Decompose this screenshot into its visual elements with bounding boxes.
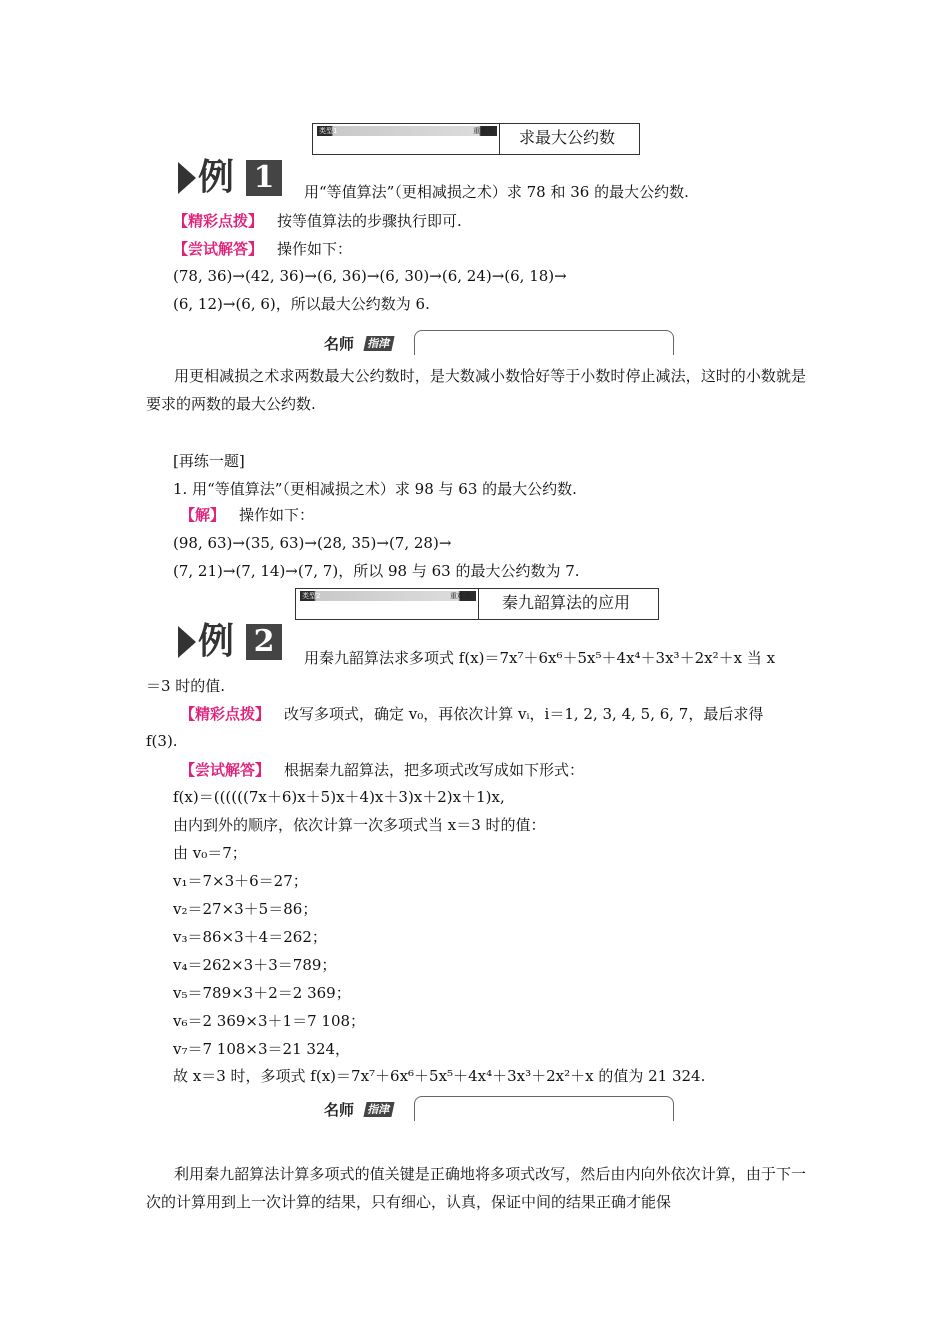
type1-label2: 重难点 (473, 127, 494, 135)
example2-hint (180, 704, 763, 724)
step-line: v₅＝789×3＋2＝2 369； (173, 984, 351, 1002)
hint-text: 按等值算法的步骤执行即可. (277, 212, 462, 230)
step-line: 由 v₀＝7； (173, 844, 247, 862)
teacher-guide-header (318, 1098, 678, 1128)
answer-text: 操作如下： (277, 240, 353, 258)
answer-text: 根据秦九韶算法，把多项式改写成如下形式： (284, 761, 585, 779)
step-line: v₂＝27×3＋5＝86； (173, 900, 318, 918)
example-number: 2 (246, 624, 282, 660)
solution-text: 操作如下： (239, 506, 315, 524)
badge-arrow-icon (178, 162, 196, 194)
step-line: v₁＝7×3＋6＝27； (173, 872, 308, 890)
type1-label: 类型1 (319, 127, 338, 135)
step-line: v₇＝7 108×3＝21 324， (173, 1040, 351, 1058)
teacher-guide-text: 名师 (324, 335, 355, 353)
practice-question: 1. 用“等值算法”（更相减损之术）求 98 与 63 的最大公约数. (173, 480, 577, 498)
teacher-guide-header (318, 332, 678, 362)
example1-question: 用“等值算法”（更相减损之术）求 78 和 36 的最大公约数. (304, 183, 689, 201)
type2-label2: 重难点 (450, 592, 471, 600)
practice-title: [再练一题] (173, 452, 245, 470)
type2-divider (478, 589, 479, 619)
example-char: 例 (198, 157, 235, 198)
step-line: 由内到外的顺序，依次计算一次多项式当 x＝3 时的值： (173, 816, 546, 834)
practice-solution (180, 505, 314, 525)
teacher-guide-text: 名师 (324, 1101, 355, 1119)
example1-answer (173, 239, 352, 259)
example1-hint (173, 211, 462, 231)
example1-line2: (6, 12)→(6, 6)，所以最大公约数为 6. (173, 295, 430, 313)
step-line: 故 x＝3 时，多项式 f(x)＝7x⁷＋6x⁶＋5x⁵＋4x⁴＋3x³＋2x²＋x 的值为 21 324. (173, 1067, 706, 1085)
step-line: v₆＝2 369×3＋1＝7 108； (173, 1012, 366, 1030)
hint-tag: 【精彩点拨】 (180, 705, 271, 723)
type1-divider (499, 124, 500, 154)
practice-line2: (7, 21)→(7, 14)→(7, 7)，所以 98 与 63 的最大公约数为 7. (173, 562, 580, 580)
example-number: 1 (246, 160, 282, 196)
type1-title: 求最大公约数 (519, 128, 616, 147)
type2-label: 类型2 (302, 592, 321, 600)
type2-header (295, 588, 659, 620)
example-char: 例 (198, 621, 235, 662)
solution-tag: 【解】 (180, 506, 226, 524)
example1-badge (178, 156, 286, 200)
example2-answer (180, 760, 584, 780)
example2-hint-cont: f(3). (146, 732, 178, 750)
step-line: v₃＝86×3＋4＝262； (173, 928, 327, 946)
type1-header (312, 123, 640, 155)
example2-question: 用秦九韶算法求多项式 f(x)＝7x⁷＋6x⁶＋5x⁵＋4x⁴＋3x³＋2x²＋x 当 x (304, 649, 776, 667)
step-line: f(x)＝((((((7x＋6)x＋5)x＋4)x＋3)x＋2)x＋1)x, (173, 788, 505, 806)
step-line: v₄＝262×3＋3＝789； (173, 956, 337, 974)
type1-bar (317, 126, 497, 136)
teacher-guide-frame (414, 1096, 674, 1121)
example1-line1: (78, 36)→(42, 36)→(6, 36)→(6, 30)→(6, 24)→(6, 18)→ (173, 267, 567, 285)
practice-line1: (98, 63)→(35, 63)→(28, 35)→(7, 28)→ (173, 534, 452, 552)
hint-text: 改写多项式，确定 v₀，再依次计算 vᵢ，i＝1, 2, 3, 4, 5, 6, 7，最后求得 (284, 705, 764, 723)
type2-title: 秦九韶算法的应用 (502, 593, 631, 612)
teacher-guide-note: 用更相减损之术求两数最大公约数时，是大数减小数恰好等于小数时停止减法，这时的小数就是要求的两数的最大公约数. (146, 367, 806, 413)
teacher-guide-tag: 指津 (363, 1102, 394, 1117)
teacher-guide-tag: 指津 (363, 336, 394, 351)
example2-question-cont: ＝3 时的值. (146, 677, 226, 695)
example2-badge (178, 620, 286, 664)
answer-tag: 【尝试解答】 (180, 761, 271, 779)
badge-arrow-icon (178, 626, 196, 658)
answer-tag: 【尝试解答】 (173, 240, 264, 258)
hint-tag: 【精彩点拨】 (173, 212, 264, 230)
teacher-guide-frame (414, 330, 674, 355)
teacher-guide-note: 利用秦九韶算法计算多项式的值关键是正确地将多项式改写，然后由内向外依次计算，由于下一次的计算用到上一次计算的结果，只有细心，认真，保证中间的结果正确才能保 (146, 1165, 806, 1211)
